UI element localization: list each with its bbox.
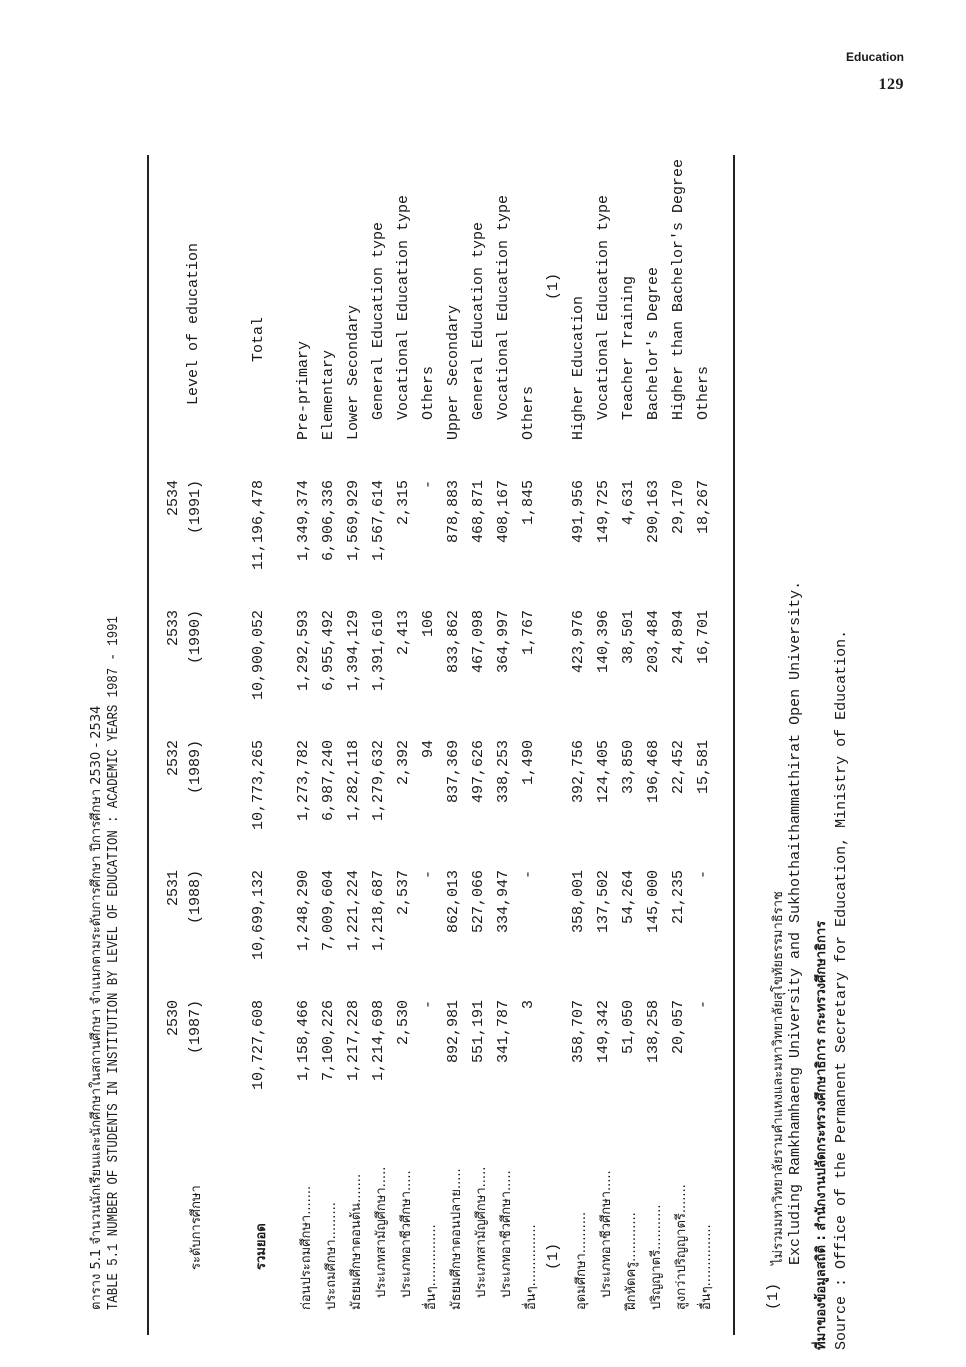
row-label-thai: ก่อนประถมศึกษา.......: [299, 1185, 314, 1310]
header-level-english: Level of education: [185, 242, 202, 405]
header-year-2-en: (1988): [187, 870, 204, 925]
footnote-english: Excluding Ramkhamhaeng University and Sukhothaithammathirat Open University.: [787, 580, 804, 1265]
row-label-english: Pre-primary: [295, 340, 312, 440]
cell: 837,369: [445, 740, 462, 804]
total-label-english: Total: [250, 316, 267, 362]
cell: -: [420, 1000, 437, 1010]
cell: 1,292,593: [295, 610, 312, 692]
cell: -: [695, 870, 712, 880]
higher-ed-note-marker-english: (1): [545, 272, 562, 300]
cell: 2,392: [395, 740, 412, 786]
row-label-english: Bachelor's Degree: [645, 266, 662, 420]
cell: 54,264: [620, 870, 637, 925]
cell: 1,221,224: [345, 870, 362, 952]
row-label-english: Upper Secondary: [445, 304, 462, 440]
cell: 878,883: [445, 480, 462, 544]
total-1990: 10,900,052: [250, 610, 267, 701]
row-label-thai: มัธยมศึกษาตอนต้น.......: [349, 1173, 364, 1310]
row-label-english: Higher than Bachelor's Degree: [670, 158, 687, 420]
cell: 6,987,240: [320, 740, 337, 822]
cell: 138,258: [645, 1000, 662, 1064]
cell: 527,066: [470, 870, 487, 934]
cell: 21,235: [670, 870, 687, 925]
cell: 892,981: [445, 1000, 462, 1064]
cell: 1,218,687: [370, 870, 387, 952]
cell: 106: [420, 610, 437, 638]
footnote-thai: ไม่รวมมหาวิทยาลัยรามคำแหงและมหาวิทยาลัยสุโขทัยธรรมาธิราช: [771, 891, 786, 1265]
cell: 1,349,374: [295, 480, 312, 562]
cell: 2,315: [395, 480, 412, 526]
row-label-thai: มัธยมศึกษาตอนปลาย.....: [449, 1168, 464, 1310]
row-label-thai: ประเภทอาชีวศึกษา.....: [499, 1170, 514, 1298]
cell: 1,279,632: [370, 740, 387, 822]
footnote-marker: (1): [765, 1282, 782, 1310]
row-label-thai: ประเภทสามัญศึกษา.....: [474, 1166, 489, 1298]
row-label-english: Others: [420, 365, 437, 420]
cell: 1,217,228: [345, 1000, 362, 1082]
row-label-english: Vocational Education type: [495, 194, 512, 420]
source-english: Source : Office of the Permanent Secretary for Education, Ministry of Education.: [833, 629, 850, 1350]
bottom-rule: [733, 155, 735, 1335]
cell: 1,394,129: [345, 610, 362, 692]
cell: 290,163: [645, 480, 662, 544]
cell: 203,484: [645, 610, 662, 674]
source-thai: ที่มาของข้อมูลสถิติ : สำนักงานปลัดกระทรวงศึกษาธิการ กระทรวงศึกษาธิการ: [814, 920, 829, 1350]
section-name: Education: [845, 50, 904, 64]
cell: -: [695, 1000, 712, 1010]
page-number: 129: [878, 76, 904, 93]
cell: 1,282,118: [345, 740, 362, 822]
cell: 1,273,782: [295, 740, 312, 822]
header-year-3-en: (1989): [187, 740, 204, 795]
cell: 124,405: [595, 740, 612, 804]
cell: 149,725: [595, 480, 612, 544]
cell: 334,947: [495, 870, 512, 934]
cell: 145,000: [645, 870, 662, 934]
cell: 38,501: [620, 610, 637, 665]
header-year-5-en: (1991): [187, 480, 204, 535]
cell: 29,170: [670, 480, 687, 535]
total-1991: 11,196,478: [250, 480, 267, 571]
row-label-thai: ประเภทอาชีวศึกษา.....: [599, 1170, 614, 1298]
cell: 20,057: [670, 1000, 687, 1055]
cell: -: [420, 870, 437, 880]
cell: 140,396: [595, 610, 612, 674]
cell: 149,342: [595, 1000, 612, 1064]
cell: 1,248,290: [295, 870, 312, 952]
cell: 364,997: [495, 610, 512, 674]
cell: 1,490: [520, 740, 537, 786]
cell: 2,537: [395, 870, 412, 916]
cell: -: [420, 480, 437, 490]
row-label-english: Elementary: [320, 349, 337, 440]
cell: 51,050: [620, 1000, 637, 1055]
cell: 358,001: [570, 870, 587, 934]
cell: 1,569,929: [345, 480, 362, 562]
row-label-thai: ปริญญาตรี...........: [649, 1204, 664, 1310]
cell: 551,191: [470, 1000, 487, 1064]
total-1989: 10,773,265: [250, 740, 267, 831]
cell: 196,468: [645, 740, 662, 804]
header-year-4-en: (1990): [187, 610, 204, 665]
row-label-english: Vocational Education type: [395, 194, 412, 420]
cell: 33,850: [620, 740, 637, 795]
cell: 1,391,610: [370, 610, 387, 692]
total-1987: 10,727,608: [250, 1000, 267, 1091]
row-label-thai: ประเภทสามัญศึกษา.....: [374, 1166, 389, 1298]
header-level-thai: ระดับการศึกษา: [189, 1185, 204, 1270]
row-label-thai: สูงกว่าปริญญาตรี.......: [674, 1184, 689, 1310]
row-label-thai: ประเภทอาชีวศึกษา.....: [399, 1170, 414, 1298]
total-1988: 10,699,132: [250, 870, 267, 961]
row-label-thai: อื่นๆ...............: [524, 1224, 539, 1310]
row-label-thai: อุดมศึกษา..........: [574, 1211, 589, 1310]
cell: 1,845: [520, 480, 537, 526]
header-year-2-th: 2531: [165, 870, 182, 907]
cell: 467,098: [470, 610, 487, 674]
rotated-table: [85, 110, 865, 1350]
cell: 7,100,226: [320, 1000, 337, 1082]
cell: 1,158,466: [295, 1000, 312, 1082]
header-year-4-th: 2533: [165, 610, 182, 647]
cell: 3: [520, 1000, 537, 1010]
cell: 18,267: [695, 480, 712, 535]
cell: 24,894: [670, 610, 687, 665]
cell: 497,626: [470, 740, 487, 804]
table-title-thai: ตาราง 5.1 จำนวนนักเรียนและนักศึกษาในสถานศึกษา จำแนกตามระดับการศึกษา ปีการศึกษา 2530 - 2534: [89, 705, 104, 1310]
header-year-5-th: 2534: [165, 480, 182, 517]
header-year-1-th: 2530: [165, 1000, 182, 1037]
row-label-english: General Education type: [470, 221, 487, 420]
cell: 16,701: [695, 610, 712, 665]
cell: 338,253: [495, 740, 512, 804]
row-label-english: Teacher Training: [620, 275, 637, 420]
cell: 468,871: [470, 480, 487, 544]
row-label-english: Others: [695, 365, 712, 420]
cell: 6,955,492: [320, 610, 337, 692]
cell: 1,214,698: [370, 1000, 387, 1082]
cell: 15,581: [695, 740, 712, 795]
total-label-thai: รวมยอด: [254, 1223, 269, 1270]
row-label-english: General Education type: [370, 221, 387, 420]
row-label-english: Lower Secondary: [345, 304, 362, 440]
cell: 423,976: [570, 610, 587, 674]
row-label-english: Vocational Education type: [595, 194, 612, 420]
cell: 1,767: [520, 610, 537, 656]
cell: 4,631: [620, 480, 637, 526]
row-label-thai: อื่นๆ...............: [699, 1224, 714, 1310]
cell: 833,862: [445, 610, 462, 674]
cell: 2,530: [395, 1000, 412, 1046]
cell: -: [520, 870, 537, 880]
cell: 862,013: [445, 870, 462, 934]
cell: 358,707: [570, 1000, 587, 1064]
header-year-3-th: 2532: [165, 740, 182, 777]
row-label-english: Others: [520, 385, 537, 440]
cell: 341,787: [495, 1000, 512, 1064]
cell: 6,906,336: [320, 480, 337, 562]
cell: 491,956: [570, 480, 587, 544]
header-year-1-en: (1987): [187, 1000, 204, 1055]
row-label-thai: ฝึกหัดครู............: [624, 1212, 639, 1310]
cell: 2,413: [395, 610, 412, 656]
row-label-english: Higher Education: [570, 295, 587, 440]
row-label-thai: อื่นๆ...............: [424, 1224, 439, 1310]
cell: 137,502: [595, 870, 612, 934]
page-header: [846, 50, 904, 94]
top-rule: [147, 155, 149, 1335]
row-label-thai: ประถมศึกษา.........: [324, 1202, 339, 1310]
cell: 22,452: [670, 740, 687, 795]
cell: 392,756: [570, 740, 587, 804]
cell: 1,567,614: [370, 480, 387, 562]
table-title-english: TABLE 5.1 NUMBER OF STUDENTS IN INSTITUTION BY LEVEL OF EDUCATION : ACADEMIC YEARS 1987 - 1991: [105, 616, 122, 1310]
higher-ed-note-marker-thai: (1): [545, 1242, 562, 1270]
cell: 408,167: [495, 480, 512, 544]
cell: 7,009,604: [320, 870, 337, 952]
cell: 94: [420, 740, 437, 759]
